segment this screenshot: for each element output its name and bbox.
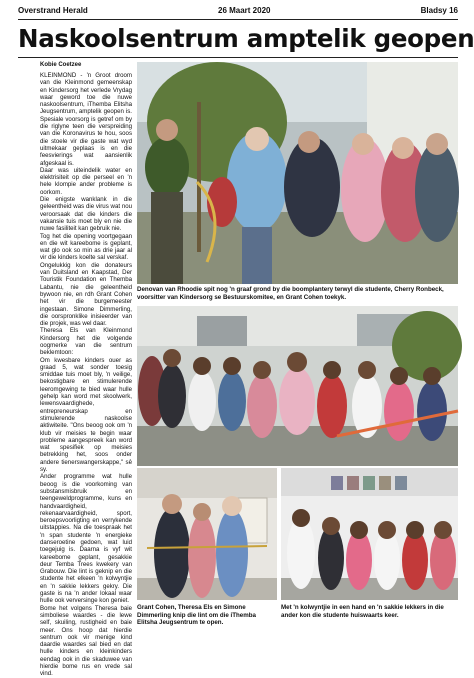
photo-dancing-children <box>137 306 458 466</box>
paragraph: Ander programme wat hulle beoog is die voorkoming van substansmisbruik en teengeweldprogramme, kuns en handvaardigheid, rekenaarvaardigheid, sport, beroepsvoorligting en verrykende uitstappies. Na die toespraak het 'n span studente 'n energieke danseroetine gedoen, wat luid toegejuig is. Daarna is vyf wit kareebome geplant, gesakkie deur Temba Trees kwekery van Grabouw. Die lint is geknip en die studente het elkeen 'n kolwyntjie en 'n sakkie lekkers gekry. Die gaste is na 'n ander lokaal waar hulle ook verversinge kon geniet. <box>40 473 132 605</box>
paragraph: Daar was uiteindelik water en elektrisiteit op die perseel en 'n hele klompie ander probleme is oorkom. <box>40 166 132 196</box>
paragraph: Bome het volgens Theresa baie simboliese waardes - die lewe self, skuiling, rustigheid en baie meer. Ons hoop dat hierdie sentrum ook vir menige kind daardie waardes sal bied en dat hulle kinders en kleinkinders eendag ook in die skaduwee van hierdie bome rus en vrede sal vind. <box>40 604 132 678</box>
paragraph: KLEINMOND - 'n Groot droom van die Kleinmond gemeenskap en Kindersorg het verlede Vrydag waar geword toe die nuwe naskoolsentrum, iThemba Elitsha Jeugsentrum, amptelik geopen is. Spesiale voorsorg is getref om by die riglyne teen die verspreiding van die Koronavirus te hou, soos die stoele vir die gaste wat wyd uitmekaar geplaas is en die feesvierings wat aansienlik afgeskaal is. <box>40 72 132 167</box>
page-header <box>18 6 458 18</box>
paragraph: Theresa Els van Kleinmond Kindersorg het die volgende oogmerke van die sentrum beklemtoon: <box>40 327 132 357</box>
photo-children-cupcakes <box>281 468 458 600</box>
caption-photo3: Grant Cohen, Theresa Els en Simone Dimmerling knip die lint om die iThemba Elitsha Jeugsentrum te open. <box>137 604 256 627</box>
paragraph: Tog het die opening voortgegaan en die wit kareebome is geplant, wat glo ook so min as drie jaar al vir die kinders koelte sal verskaf. <box>40 232 132 262</box>
photo-ribbon-cutting <box>137 468 277 600</box>
caption-photo1: Denovan van Rhoodie spit nog 'n graaf grond by die boomplantery terwyl die studente, Cherry Ronbeck, voorsitter van Kindersorg se Bestuurskomitee, en Grant Cohen toekyk. <box>137 286 444 301</box>
issue-date: 26 Maart 2020 <box>218 6 271 15</box>
headline-rule <box>18 57 458 58</box>
photo-tree-planting <box>137 62 458 284</box>
publication-name: Overstrand Herald <box>18 6 88 15</box>
byline: Kobie Coetzee <box>40 62 82 68</box>
caption-photo4: Met 'n kolwyntjie in een hand en 'n sakkie lekkers in die ander kon die studente huiswaarts keer. <box>281 604 444 619</box>
headline: Naskoolsentrum amptelik geopen <box>18 24 474 53</box>
article-body <box>40 72 132 678</box>
page-number: Bladsy 16 <box>420 6 458 15</box>
paragraph: Om kwesbare kinders ouer as graad 5, wat sonder toesig smiddae tuis moet bly, 'n veilige, bekostigbare en stimulerende leeromgewing te bied waar hulle gehelp kan word met skoolwerk, lewensvaardighede, entrepreneurskap en stimulerende naskoolse aktiwiteite. "Ons beoog ook om 'n klub vir meisies te begin waar probleme aangespreek kan word wat spesifiek op meisies betrekking het, soos onder andere tienerswangerskappe," sê sy. <box>40 356 132 474</box>
paragraph: Die enigste wanklank in die geleentheid was die virus wat nou veroorsaak dat die kinders die vakansie tuis moet bly en nie die nuwe fasiliteit kan gebruik nie. <box>40 196 132 233</box>
paragraph: Ongelukkig kon die donateurs van Duitsland en Kaapstad, Der Touristik Foundation en Themba Labantu, nie die geleentheid bywoon nie, en rdh Grant Cohen het vir die burgemeester ingestaan. Simone Dimmerling, die oorspronklike inisieerder van die projek, was wel daar. <box>40 261 132 328</box>
header-rule <box>18 19 458 20</box>
